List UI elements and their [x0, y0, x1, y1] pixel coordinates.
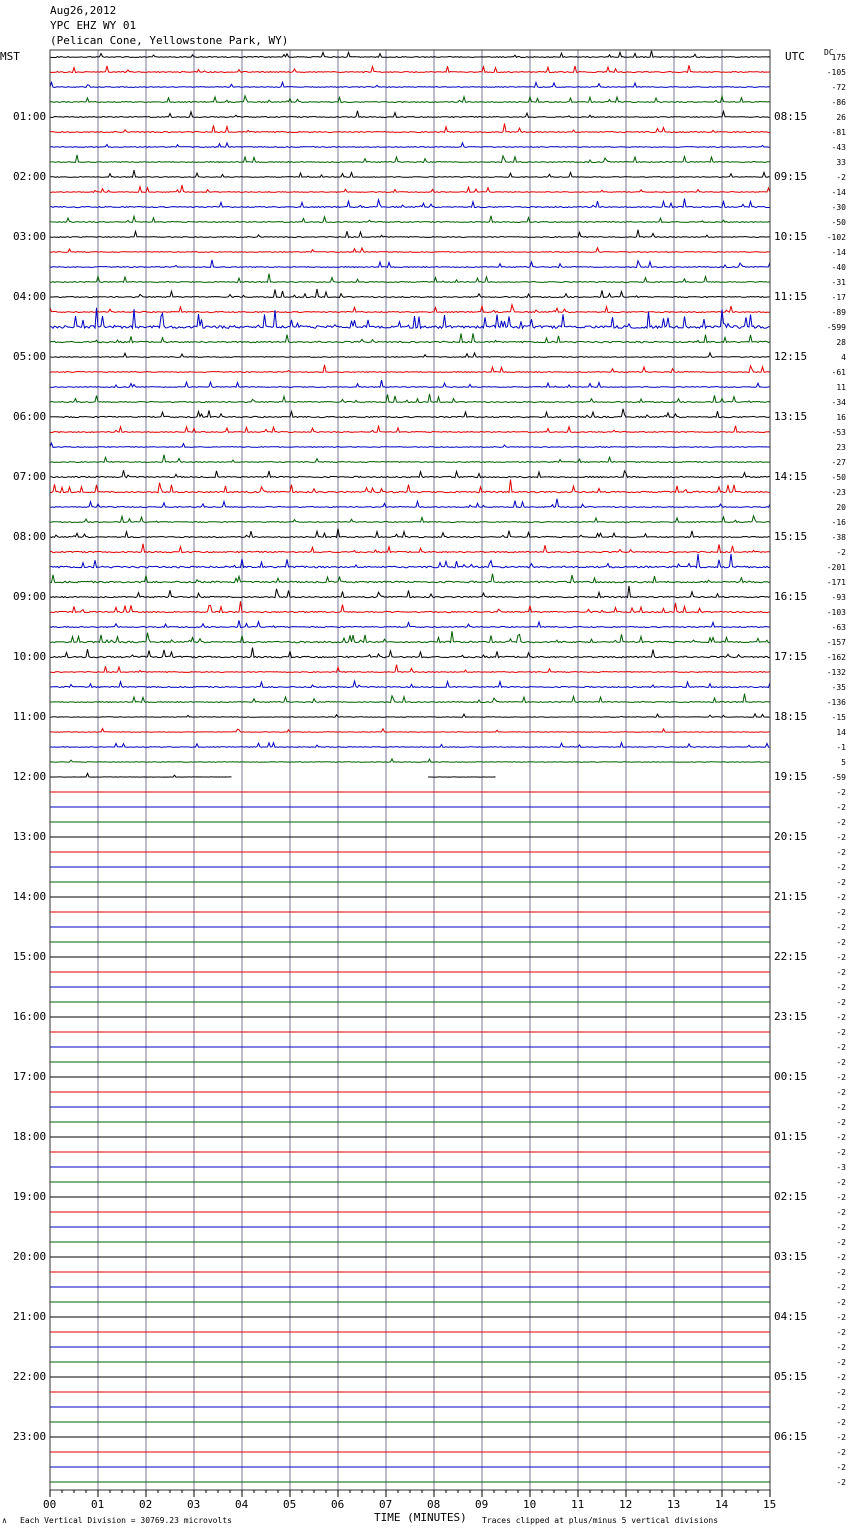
hour-label-right: 22:15 [774, 950, 808, 963]
x-tick-label: 15 [763, 1498, 777, 1511]
seismic-trace [50, 665, 770, 673]
dc-offset-label: -2 [836, 1298, 846, 1307]
seismic-trace [50, 586, 770, 598]
hour-label-right: 14:15 [774, 470, 808, 483]
seismic-trace [50, 185, 770, 192]
seismic-trace [50, 743, 770, 748]
hour-label-right: 00:15 [774, 1070, 808, 1083]
hour-label-left: 03:00 [13, 230, 47, 243]
dc-offset-label: -14 [831, 248, 846, 257]
location-label: (Pelican Cone, Yellowstone Park, WY) [50, 34, 289, 47]
dc-offset-label: -93 [831, 593, 846, 602]
seismic-trace [50, 308, 770, 329]
seismic-trace [50, 65, 770, 72]
dc-offset-label: -17 [831, 293, 846, 302]
dc-offset-label: -53 [831, 428, 846, 437]
dc-offset-label: 33 [836, 158, 846, 167]
x-axis-title: TIME (MINUTES) [374, 1511, 467, 1524]
dc-offset-label: -162 [826, 653, 846, 662]
station-label: YPC EHZ WY 01 [50, 19, 137, 32]
seismic-trace [50, 365, 770, 373]
hour-label-right: 21:15 [774, 890, 808, 903]
hour-label-left: 11:00 [13, 710, 47, 723]
dc-offset-label: -61 [831, 368, 846, 377]
seismic-trace-partial [50, 773, 496, 777]
hour-label-right: 12:15 [774, 350, 808, 363]
hour-label-right: 01:15 [774, 1130, 808, 1143]
dc-offset-label: -2 [836, 1283, 846, 1292]
x-tick-label: 06 [331, 1498, 345, 1511]
right-timezone-label: UTC [785, 50, 805, 63]
dc-offset-label: -2 [836, 968, 846, 977]
dc-offset-label: -14 [831, 188, 846, 197]
seismic-trace [50, 305, 770, 313]
dc-offset-label: -132 [826, 668, 846, 677]
seismic-trace [50, 544, 770, 553]
seismic-trace [50, 729, 770, 733]
dc-offset-label: -2 [836, 803, 846, 812]
dc-offset-label: -2 [836, 1223, 846, 1232]
hour-label-left: 07:00 [13, 470, 47, 483]
seismic-traces [50, 51, 770, 777]
dc-offset-label: -2 [836, 1463, 846, 1472]
hour-label-right: 20:15 [774, 830, 808, 843]
seismic-trace [50, 353, 770, 358]
dc-offset-label: -136 [826, 698, 846, 707]
x-tick-label: 07 [379, 1498, 393, 1511]
dc-offset-label: -599 [826, 323, 846, 332]
dc-offset-label: -103 [826, 608, 846, 617]
dc-offset-label: -2 [836, 1418, 846, 1427]
dc-offset-label: -89 [831, 308, 846, 317]
x-tick-label: 10 [523, 1498, 537, 1511]
hour-label-right: 03:15 [774, 1250, 808, 1263]
seismic-trace [50, 631, 770, 643]
hour-label-right: 23:15 [774, 1010, 808, 1023]
seismic-trace [50, 260, 770, 268]
dc-offset-label: 16 [836, 413, 846, 422]
seismic-trace [50, 516, 770, 523]
hour-label-left: 17:00 [13, 1070, 47, 1083]
seismic-trace [50, 394, 770, 403]
dc-offset-label: -50 [831, 218, 846, 227]
hour-label-left: 23:00 [13, 1430, 47, 1443]
dc-offset-label: -2 [836, 1118, 846, 1127]
dc-offset-header: DC [824, 48, 834, 57]
seismic-trace [50, 274, 770, 283]
x-tick-label: 05 [283, 1498, 297, 1511]
dc-offset-label: -2 [836, 863, 846, 872]
dc-offset-label: -2 [836, 1343, 846, 1352]
date-label: Aug26,2012 [50, 4, 117, 17]
hour-label-right: 13:15 [774, 410, 808, 423]
dc-offset-label: -2 [836, 1103, 846, 1112]
dc-offset-label: -2 [836, 1268, 846, 1277]
dc-offset-label: -86 [831, 98, 846, 107]
dc-offset-label: -2 [836, 1148, 846, 1157]
dc-offset-label: -2 [836, 1313, 846, 1322]
dc-offset-label: -2 [836, 983, 846, 992]
seismic-trace [50, 51, 770, 58]
seismic-trace [50, 230, 770, 238]
dc-offset-label: -2 [836, 1253, 846, 1262]
dc-offset-label: -59 [831, 773, 846, 782]
seismic-trace [50, 443, 770, 447]
dc-offset-label: -2 [836, 1388, 846, 1397]
hour-label-right: 06:15 [774, 1430, 808, 1443]
hour-label-right: 15:15 [774, 530, 808, 543]
dc-offset-label: -2 [836, 1238, 846, 1247]
dc-offset-label: -2 [836, 1073, 846, 1082]
seismic-trace [50, 759, 770, 762]
seismic-trace [50, 601, 770, 612]
dc-offset-label: -3 [836, 1163, 846, 1172]
dc-offset-label: -2 [836, 548, 846, 557]
dc-offset-label: -2 [836, 1028, 846, 1037]
dc-offset-label: -2 [836, 923, 846, 932]
dc-offset-label: -16 [831, 518, 846, 527]
dc-offset-label: -2 [836, 1088, 846, 1097]
seismic-trace [50, 111, 770, 118]
x-tick-label: 11 [571, 1498, 585, 1511]
dc-offset-label: -2 [836, 1013, 846, 1022]
dc-offset-label: -2 [836, 1403, 846, 1412]
dc-offset-label: -15 [831, 713, 846, 722]
dc-offset-label: -2 [836, 1178, 846, 1187]
hour-label-left: 05:00 [13, 350, 47, 363]
x-tick-label: 03 [187, 1498, 201, 1511]
dc-offset-label: -2 [836, 848, 846, 857]
dc-offset-label: -2 [836, 953, 846, 962]
hour-label-left: 10:00 [13, 650, 47, 663]
seismic-trace [50, 170, 770, 177]
grid-lines [98, 50, 722, 1490]
dc-offset-label: -30 [831, 203, 846, 212]
dc-offset-label: -2 [836, 1208, 846, 1217]
dc-offset-label: -23 [831, 488, 846, 497]
dc-offset-label: -2 [836, 1478, 846, 1487]
seismic-trace [50, 380, 770, 387]
dc-offset-label: -2 [836, 908, 846, 917]
hour-label-left: 14:00 [13, 890, 47, 903]
dc-offset-label: -27 [831, 458, 846, 467]
x-tick-label: 02 [139, 1498, 153, 1511]
seismic-trace [50, 554, 770, 568]
x-tick-label: 13 [667, 1498, 681, 1511]
seismic-trace [50, 333, 770, 342]
dc-offset-label: -102 [826, 233, 846, 242]
x-tick-label: 09 [475, 1498, 489, 1511]
seismic-trace [50, 289, 770, 298]
dc-offset-label: 11 [836, 383, 846, 392]
dc-offset-label: -2 [836, 788, 846, 797]
dc-offset-label: -2 [836, 1358, 846, 1367]
seismic-trace [50, 199, 770, 208]
dc-offset-label: -63 [831, 623, 846, 632]
plot-border [50, 50, 770, 1490]
seismic-trace [50, 714, 770, 717]
seismic-trace [50, 216, 770, 223]
seismic-trace [50, 694, 770, 703]
dc-offset-label: -2 [836, 893, 846, 902]
hour-label-left: 16:00 [13, 1010, 47, 1023]
x-tick-label: 04 [235, 1498, 249, 1511]
corner-mark: ∧ [2, 1516, 7, 1525]
hour-label-left: 08:00 [13, 530, 47, 543]
dc-offset-label: -2 [836, 1058, 846, 1067]
trace-baselines [50, 777, 770, 1482]
dc-offset-label: -40 [831, 263, 846, 272]
dc-offset-label: -171 [826, 578, 846, 587]
dc-offset-label: -201 [826, 563, 846, 572]
left-timezone-label: MST [0, 50, 20, 63]
x-tick-label: 08 [427, 1498, 441, 1511]
seismic-trace [50, 620, 770, 627]
hour-label-right: 19:15 [774, 770, 808, 783]
seismic-trace [50, 82, 770, 87]
dc-offset-label: -2 [836, 1043, 846, 1052]
x-tick-label: 14 [715, 1498, 729, 1511]
hour-label-left: 18:00 [13, 1130, 47, 1143]
seismic-trace [50, 409, 770, 418]
dc-offset-label: -31 [831, 278, 846, 287]
seismic-trace [50, 143, 770, 148]
hour-label-left: 04:00 [13, 290, 47, 303]
x-tick-label: 12 [619, 1498, 633, 1511]
hour-label-left: 13:00 [13, 830, 47, 843]
seismic-trace [50, 426, 770, 433]
vertical-division-note: Each Vertical Division = 30769.23 microvolts [20, 1516, 232, 1525]
dc-offset-label: -2 [836, 1133, 846, 1142]
dc-offset-label: -35 [831, 683, 846, 692]
seismic-trace [50, 155, 770, 163]
dc-offset-label: -34 [831, 398, 846, 407]
dc-offset-label: -105 [826, 68, 846, 77]
x-axis-ticks [50, 1490, 770, 1497]
seismic-trace [50, 96, 770, 103]
dc-offset-label: -43 [831, 143, 846, 152]
dc-offset-label: -2 [836, 1433, 846, 1442]
hour-label-right: 17:15 [774, 650, 808, 663]
dc-offset-label: 23 [836, 443, 846, 452]
dc-offset-label: -2 [836, 818, 846, 827]
plot-frame [50, 50, 770, 1490]
seismic-trace [50, 574, 770, 583]
dc-offset-label: -38 [831, 533, 846, 542]
dc-offset-label: 175 [831, 53, 846, 62]
dc-offset-label: -2 [836, 1448, 846, 1457]
hour-label-left: 12:00 [13, 770, 47, 783]
hour-label-left: 06:00 [13, 410, 47, 423]
hour-label-left: 09:00 [13, 590, 47, 603]
hour-label-left: 21:00 [13, 1310, 47, 1323]
hour-label-left: 02:00 [13, 170, 47, 183]
dc-offset-label: -2 [836, 1193, 846, 1202]
dc-offset-label: 5 [841, 758, 846, 767]
dc-offset-label: 20 [836, 503, 846, 512]
hour-label-right: 10:15 [774, 230, 808, 243]
hour-label-right: 02:15 [774, 1190, 808, 1203]
dc-offset-label: -2 [836, 173, 846, 182]
dc-offset-label: -2 [836, 878, 846, 887]
clipping-note: Traces clipped at plus/minus 5 vertical divisions [482, 1516, 719, 1525]
hour-label-left: 22:00 [13, 1370, 47, 1383]
dc-offset-label: -157 [826, 638, 846, 647]
hour-label-right: 18:15 [774, 710, 808, 723]
hour-label-right: 08:15 [774, 110, 808, 123]
dc-offset-label: 14 [836, 728, 846, 737]
dc-offset-label: -2 [836, 938, 846, 947]
dc-offset-label: -2 [836, 1328, 846, 1337]
seismic-trace [50, 681, 770, 688]
hour-label-right: 16:15 [774, 590, 808, 603]
hour-label-left: 15:00 [13, 950, 47, 963]
seismic-trace [50, 648, 770, 658]
dc-offset-label: -50 [831, 473, 846, 482]
dc-offset-label: -2 [836, 1373, 846, 1382]
hour-label-left: 19:00 [13, 1190, 47, 1203]
seismic-trace [50, 248, 770, 253]
x-tick-label: 00 [43, 1498, 57, 1511]
seismic-trace [50, 529, 770, 538]
seismic-trace [50, 455, 770, 463]
dc-offset-label: 4 [841, 353, 846, 362]
hour-label-left: 20:00 [13, 1250, 47, 1263]
hour-label-right: 05:15 [774, 1370, 808, 1383]
hour-label-right: 04:15 [774, 1310, 808, 1323]
dc-offset-label: -81 [831, 128, 846, 137]
hour-label-right: 09:15 [774, 170, 808, 183]
seismic-trace [50, 470, 770, 477]
hour-label-left: 01:00 [13, 110, 47, 123]
x-tick-label: 01 [91, 1498, 105, 1511]
dc-offset-label: 28 [836, 338, 846, 347]
dc-offset-label: -2 [836, 998, 846, 1007]
dc-offset-label: 26 [836, 113, 846, 122]
seismic-trace [50, 124, 770, 133]
dc-offset-label: -1 [836, 743, 846, 752]
seismic-trace [50, 499, 770, 508]
dc-offset-label: -2 [836, 833, 846, 842]
hour-label-right: 11:15 [774, 290, 808, 303]
dc-offset-label: -72 [831, 83, 846, 92]
seismic-trace [50, 480, 770, 493]
